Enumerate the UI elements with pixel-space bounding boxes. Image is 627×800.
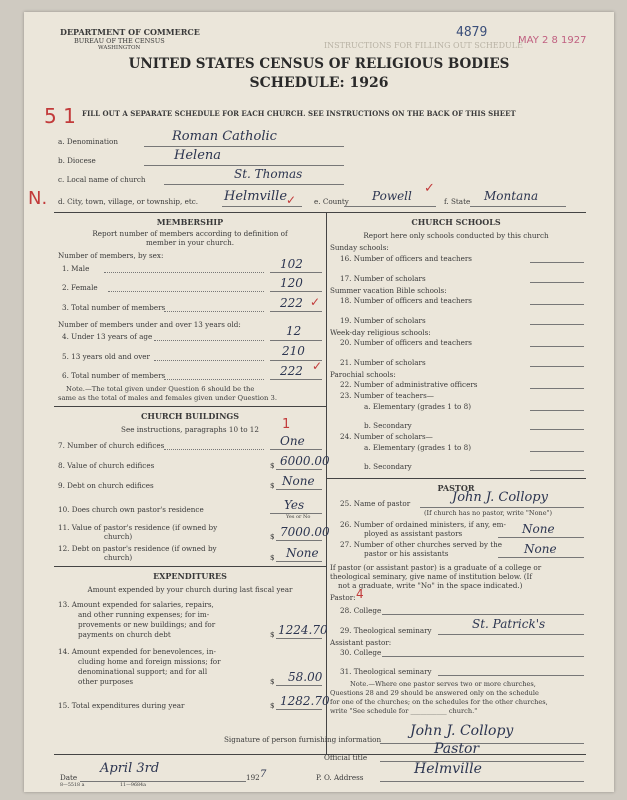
- label-diocese: b. Diocese: [58, 156, 96, 165]
- label-q11-a: 11. Value of pastor's residence (if owned by: [58, 523, 218, 532]
- label-q29: 29. Theological seminary: [340, 626, 432, 635]
- form-title: UNITED STATES CENSUS OF RELIGIOUS BODIES: [128, 56, 510, 72]
- check-mark-city: ✓: [286, 193, 297, 207]
- label-q23-a: a. Elementary (grades 1 to 8): [364, 402, 471, 411]
- members-under-over: Number of members under and over 13 years old:: [58, 320, 241, 329]
- label-q12-a: 12. Debt on pastor's residence (if owned by: [58, 544, 217, 553]
- form-number: 8—5518 a: [60, 783, 85, 788]
- value-diocese[interactable]: Helena: [174, 148, 222, 163]
- membership-intro-1: Report number of members according to definition of: [92, 229, 288, 238]
- schools-heading: CHURCH SCHOOLS: [411, 217, 501, 227]
- parochial-schools-label: Parochial schools:: [330, 370, 396, 379]
- line-q16: [530, 262, 584, 263]
- value-city[interactable]: Helmville: [224, 189, 288, 204]
- label-year: 192: [246, 773, 260, 782]
- label-q19: 19. Number of scholars: [340, 316, 426, 325]
- divider-schools: [326, 478, 586, 479]
- expenditures-intro: Amount expended by your church during last fiscal year: [87, 585, 293, 594]
- label-q1: 1. Male: [62, 264, 90, 273]
- label-q26-b: ployed as assistant pastors: [364, 529, 463, 538]
- value-q6[interactable]: 222: [280, 364, 303, 378]
- label-denomination: a. Denomination: [58, 137, 118, 146]
- label-q4: 4. Under 13 years of age: [62, 332, 153, 341]
- expenditures-heading: EXPENDITURES: [153, 571, 227, 581]
- line-q1: [270, 272, 322, 273]
- pastor-label: Pastor:: [330, 593, 356, 602]
- pastor-note-2: Questions 28 and 29 should be answered only on the schedule: [330, 689, 539, 697]
- value-state[interactable]: Montana: [484, 189, 539, 203]
- weekday-schools-label: Week-day religious schools:: [330, 328, 431, 337]
- value-q3[interactable]: 222: [280, 296, 303, 310]
- dots-q5: [154, 360, 264, 361]
- label-q21: 21. Number of scholars: [340, 358, 426, 367]
- label-official-title: Official title: [324, 753, 368, 762]
- line-q13: [276, 638, 322, 639]
- separate-schedule-instruction: FILL OUT A SEPARATE SCHEDULE FOR EACH CHURCH. SEE INSTRUCTIONS ON THE BACK OF THIS SHEET: [82, 109, 516, 118]
- divider-bottom: [54, 754, 586, 755]
- label-q25: 25. Name of pastor: [340, 499, 411, 508]
- line-q14: [276, 685, 322, 686]
- value-official-title[interactable]: Pastor: [434, 741, 480, 757]
- line-q6: [270, 379, 322, 380]
- dots-q6: [164, 379, 264, 380]
- label-q8: 8. Value of church edifices: [58, 461, 155, 470]
- assistant-pastor-label: Assistant pastor:: [330, 638, 392, 647]
- membership-heading: MEMBERSHIP: [156, 217, 224, 227]
- dollar-q11: $: [270, 532, 275, 541]
- membership-intro-2: member in your church.: [145, 238, 235, 247]
- line-q2: [270, 291, 322, 292]
- margin-letter-mark: N.: [28, 188, 48, 209]
- value-year[interactable]: 7: [260, 769, 267, 780]
- received-stamp: MAY 2 8 1927: [518, 35, 587, 46]
- dollar-q9: $: [270, 481, 275, 490]
- graduate-instruction-2: theological seminary, give name of institution below. (If: [330, 572, 533, 581]
- line-q27: [498, 557, 584, 558]
- label-q27-a: 27. Number of other churches served by the: [340, 540, 503, 549]
- pastor-side-mark: 4: [356, 587, 364, 601]
- pastor-note-1: Note.—Where one pastor serves two or more churches,: [350, 680, 536, 688]
- line-q28: [382, 614, 584, 615]
- label-q10: 10. Does church own pastor's residence: [58, 505, 204, 514]
- dots-q1: [104, 272, 264, 273]
- line-q30: [382, 656, 584, 657]
- label-q9: 9. Debt on church edifices: [58, 481, 154, 490]
- pastor-note-3: for one of the churches; on the schedules for the other churches,: [330, 698, 548, 706]
- print-number: 11—9684a: [120, 783, 146, 788]
- value-date[interactable]: April 3rd: [100, 761, 160, 776]
- label-q31: 31. Theological seminary: [340, 667, 432, 676]
- label-q14-c: denominational support; and for all: [78, 667, 208, 676]
- line-q21: [530, 366, 584, 367]
- label-q26-a: 26. Number of ordained ministers, if any, em-: [340, 520, 506, 529]
- line-q15: [276, 709, 322, 710]
- dots-q3: [164, 311, 264, 312]
- label-county: e. County: [314, 197, 349, 206]
- value-q14[interactable]: 58.00: [288, 670, 323, 684]
- line-q7: [270, 449, 322, 450]
- label-q20: 20. Number of officers and teachers: [340, 338, 472, 347]
- label-date: Date: [60, 773, 78, 782]
- line-official-title: [380, 761, 584, 762]
- value-q27[interactable]: None: [524, 542, 557, 556]
- hint-q10: Yes or No: [286, 514, 311, 520]
- label-q24: 24. Number of scholars—: [340, 432, 433, 441]
- dollar-q13: $: [270, 630, 275, 639]
- label-q13-b: and other running expenses; for im-: [78, 610, 210, 619]
- line-q25: [420, 507, 584, 508]
- census-schedule-sheet: [24, 12, 614, 792]
- schools-intro: Report here only schools conducted by this church: [363, 231, 549, 240]
- line-signature: [380, 743, 584, 744]
- value-denomination[interactable]: Roman Catholic: [172, 129, 277, 144]
- line-q22: [530, 388, 584, 389]
- dots-q4: [154, 340, 264, 341]
- value-q15[interactable]: 1282.70: [280, 694, 330, 708]
- line-q26: [498, 537, 584, 538]
- divider-membership: [54, 406, 326, 407]
- label-q22: 22. Number of administrative officers: [340, 380, 478, 389]
- value-q25[interactable]: John J. Collopy: [452, 490, 548, 505]
- value-local-name[interactable]: St. Thomas: [234, 167, 303, 181]
- graduate-instruction-3: not a graduate, write "No" in the space indicated.): [338, 581, 523, 590]
- label-q2: 2. Female: [62, 283, 98, 292]
- line-q29: [438, 634, 584, 635]
- column-divider: [326, 212, 327, 754]
- line-q9: [276, 489, 322, 490]
- label-q28: 28. College: [340, 606, 382, 615]
- dept-name: DEPARTMENT OF COMMERCE: [60, 27, 200, 37]
- value-q9[interactable]: None: [282, 474, 315, 488]
- dollar-q15: $: [270, 701, 275, 710]
- value-q11[interactable]: 7000.00: [280, 525, 330, 539]
- label-q11-b: church): [104, 532, 133, 541]
- label-state: f. State: [444, 197, 471, 206]
- label-q14-a: 14. Amount expended for benevolences, in-: [58, 647, 216, 656]
- value-q29[interactable]: St. Patrick's: [472, 617, 546, 631]
- sunday-schools-label: Sunday schools:: [330, 243, 389, 252]
- line-q20: [530, 346, 584, 347]
- value-q1[interactable]: 102: [280, 257, 303, 271]
- line-q18: [530, 304, 584, 305]
- schedule-title: SCHEDULE: 1926: [249, 75, 389, 91]
- label-q14-d: other purposes: [78, 677, 134, 686]
- value-q2[interactable]: 120: [280, 276, 303, 290]
- value-q8[interactable]: 6000.00: [280, 454, 330, 468]
- line-q31: [438, 675, 584, 676]
- label-q15: 15. Total expenditures during year: [58, 701, 185, 710]
- label-q14-b: cluding home and foreign missions; for: [78, 657, 221, 666]
- line-q24-b: [530, 470, 584, 471]
- line-q8: [276, 469, 322, 470]
- value-q10[interactable]: Yes: [284, 498, 305, 512]
- label-q7: 7. Number of church edifices: [58, 441, 165, 450]
- value-q5[interactable]: 210: [282, 344, 305, 358]
- buildings-intro: See instructions, paragraphs 10 to 12: [121, 425, 259, 434]
- line-local-name: [164, 184, 344, 185]
- label-q13-d: payments on church debt: [78, 630, 171, 639]
- line-q17: [530, 282, 584, 283]
- line-q4: [270, 340, 322, 341]
- value-county[interactable]: Powell: [372, 189, 412, 203]
- line-po-address: [380, 781, 584, 782]
- membership-note-1: Note.—The total given under Question 6 should be the: [66, 385, 255, 393]
- bureau-name: BUREAU OF THE CENSUS: [74, 37, 165, 45]
- membership-note-2: same as the total of males and females given under Question 3.: [58, 394, 277, 402]
- divider-buildings: [54, 566, 326, 567]
- label-q3: 3. Total number of members: [62, 303, 166, 312]
- dollar-q8: $: [270, 461, 275, 470]
- label-q6: 6. Total number of members: [62, 371, 166, 380]
- label-q24-b: b. Secondary: [364, 462, 412, 471]
- margin-number-mark: 5 1: [44, 104, 76, 128]
- label-q23: 23. Number of teachers—: [340, 391, 434, 400]
- line-q11: [276, 540, 322, 541]
- label-q23-b: b. Secondary: [364, 421, 412, 430]
- divider-top: [54, 212, 586, 213]
- value-po-address[interactable]: Helmville: [414, 761, 482, 777]
- line-q23-a: [530, 410, 584, 411]
- line-q23-b: [530, 429, 584, 430]
- bleed-through-text: INSTRUCTIONS FOR FILLING OUT SCHEDULE: [324, 41, 523, 50]
- label-q13-a: 13. Amount expended for salaries, repairs,: [58, 600, 214, 609]
- members-by-sex: Number of members, by sex:: [58, 251, 164, 260]
- line-county: [344, 206, 436, 207]
- label-q27-b: pastor or his assistants: [364, 549, 449, 558]
- line-state: [470, 206, 566, 207]
- value-q12[interactable]: None: [286, 546, 319, 560]
- value-signature[interactable]: John J. Collopy: [410, 723, 514, 739]
- value-q13[interactable]: 1224.70: [278, 623, 328, 637]
- bureau-city: WASHINGTON: [98, 45, 141, 51]
- check-mark-q3: ✓: [310, 295, 321, 309]
- label-local-name: c. Local name of church: [58, 175, 146, 184]
- value-q4[interactable]: 12: [286, 324, 302, 338]
- line-q12: [276, 561, 322, 562]
- line-q3: [270, 311, 322, 312]
- summer-schools-label: Summer vacation Bible schools:: [330, 286, 447, 295]
- line-denomination: [144, 146, 344, 147]
- label-q12-b: church): [104, 553, 133, 562]
- label-q24-a: a. Elementary (grades 1 to 8): [364, 443, 471, 452]
- label-q5: 5. 13 years old and over: [62, 352, 150, 361]
- dots-q7: [164, 449, 264, 450]
- value-q7[interactable]: One: [280, 434, 305, 448]
- line-diocese: [144, 165, 344, 166]
- label-q18: 18. Number of officers and teachers: [340, 296, 472, 305]
- pastor-heading: PASTOR: [437, 483, 475, 493]
- line-q19: [530, 324, 584, 325]
- graduate-instruction-1: If pastor (or assistant pastor) is a graduate of a college or: [330, 563, 542, 572]
- dollar-q14: $: [270, 677, 275, 686]
- pastor-note-4: write "See schedule for ___________ church.": [330, 707, 478, 715]
- label-q17: 17. Number of scholars: [340, 274, 426, 283]
- label-signature: Signature of person furnishing information: [224, 735, 382, 744]
- label-city: d. City, town, village, or township, etc.: [58, 197, 199, 206]
- check-mark-county: ✓: [424, 181, 435, 196]
- value-q26[interactable]: None: [522, 522, 555, 536]
- label-q13-c: provements or new buildings; and for: [78, 620, 216, 629]
- dollar-q12: $: [270, 553, 275, 562]
- label-q30: 30. College: [340, 648, 382, 657]
- schedule-number: 4879: [456, 25, 488, 40]
- line-date: [80, 781, 246, 782]
- hint-q25: (If church has no pastor, write "None"): [424, 509, 553, 517]
- label-po-address: P. O. Address: [316, 773, 364, 782]
- check-mark-q6: ✓: [312, 359, 323, 373]
- line-q24-a: [530, 451, 584, 452]
- dots-q2: [108, 291, 264, 292]
- label-q16: 16. Number of officers and teachers: [340, 254, 472, 263]
- buildings-side-mark: 1: [282, 417, 291, 432]
- buildings-heading: CHURCH BUILDINGS: [141, 411, 239, 421]
